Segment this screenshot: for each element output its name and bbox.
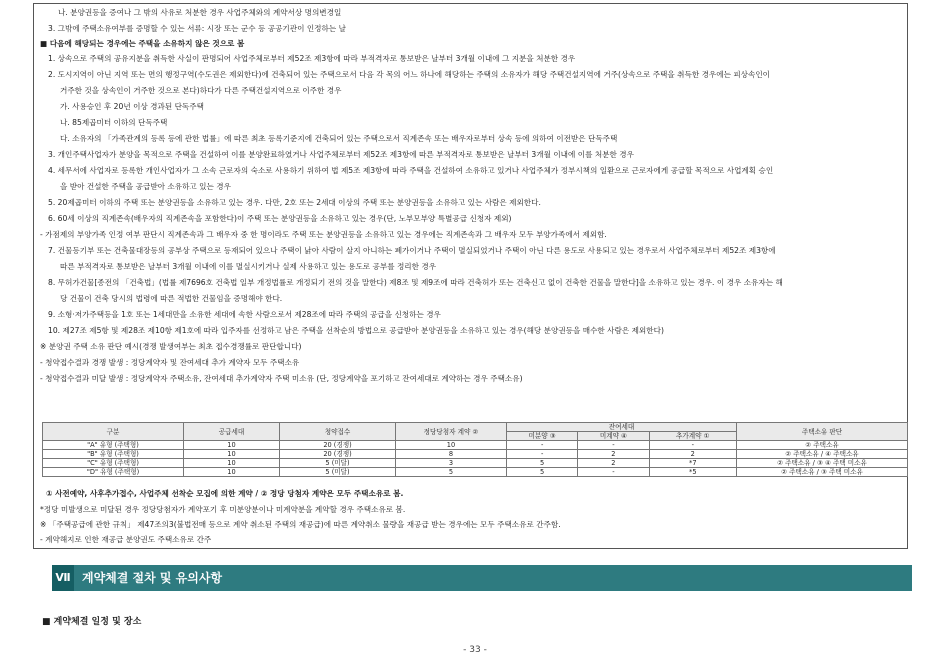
text-line-13: 6. 60세 이상의 직계존속(배우자의 직계존속을 포함한다)이 주택 또는 분양권등을 소유하고 있는 경우(단, 노부모부양 특별공급 신청자 제외) bbox=[48, 214, 512, 223]
th-uncontracted: 미계약 ④ bbox=[578, 432, 649, 441]
text-line-9: 3. 개인주택사업자가 분양을 목적으로 주택을 건설하여 이를 분양완료하였거나 사업주체로부터 제52조 제3항에 따른 부적격자로 통보받은 날부터 3개월 이내에 이를 처분한 경우 bbox=[48, 150, 634, 159]
table-cell: ② 주택소유 bbox=[737, 441, 908, 450]
text-line-22: - 청약접수결과 경쟁 발생 : 정당계약자 및 잔여세대 추가 계약자 모두 주택소유 bbox=[40, 358, 300, 367]
note-line-0: ① 사전예약, 사후추가접수, 사업주체 선착순 모집에 의한 계약 / ② 정당 당첨자 계약은 모두 주택소유로 봄. bbox=[46, 489, 404, 498]
text-line-15: 7. 건물등기부 또는 건축물대장등의 공부상 주택으로 등재되어 있으나 주택이 낡아 사람이 살지 아니하는 폐가이거나 주택이 멸실되었거나 주택이 아닌 다른 용도로 사용되고 있는 경우로서 사업주체로부터 제52조 제3항에 bbox=[48, 246, 776, 255]
text-line-17: 8. 무허가건물[종전의 「건축법」(법률 제7696호 건축법 일부 개정법률로 개정되기 전의 것을 말한다) 제8조 및 제9조에 따라 건축허가 또는 건축신고 없이 건축한 건물을 말한다]을 소유하고 있는 경우. 이 경우 소유자는 해 bbox=[48, 278, 783, 287]
table-cell: 10 bbox=[184, 468, 280, 477]
table-cell: - bbox=[507, 441, 578, 450]
table-cell: - bbox=[507, 450, 578, 459]
table-cell: - bbox=[649, 441, 736, 450]
table-cell: 5 (미달) bbox=[280, 468, 396, 477]
table-cell: "A" 유형 (주택형) bbox=[43, 441, 184, 450]
table-cell: 10 bbox=[396, 441, 507, 450]
text-line-4: 2. 도시지역이 아닌 지역 또는 면의 행정구역(수도권은 제외한다)에 건축되어 있는 주택으로서 다음 각 목의 어느 하나에 해당하는 주택의 소유자가 해당 주택건설지역에 거주(상속으로 주택을 취득한 경우에는 피상속인이 bbox=[48, 70, 770, 79]
table-cell: "D" 유형 (주택형) bbox=[43, 468, 184, 477]
section-number: Ⅶ bbox=[52, 565, 74, 591]
subheading: ■ 계약체결 일정 및 장소 bbox=[42, 617, 142, 627]
th-unsold: 미분양 ③ bbox=[507, 432, 578, 441]
table-row bbox=[43, 459, 908, 468]
text-line-21: ※ 분양권 주택 소유 판단 예시(경쟁 발생여부는 최초 접수경쟁률로 판단합니다) bbox=[40, 342, 302, 351]
table-cell: 10 bbox=[184, 441, 280, 450]
text-line-2: ■ 다음에 해당되는 경우에는 주택을 소유하지 않은 것으로 봄 bbox=[40, 39, 245, 48]
table-cell: "B" 유형 (주택형) bbox=[43, 450, 184, 459]
table-cell: 10 bbox=[184, 450, 280, 459]
th-additional: 추가계약 ① bbox=[649, 432, 736, 441]
table-cell: 2 bbox=[649, 450, 736, 459]
table-cell: 5 bbox=[507, 468, 578, 477]
th-remaining: 잔여세대 bbox=[507, 423, 737, 432]
text-line-20: 10. 제27조 제5항 및 제28조 제10항 제1호에 따라 입주자를 선정하고 남은 주택을 선착순의 방법으로 공급받아 분양권등을 소유하고 있는 경우(해당 분양권등을 매수한 사람은 제외한다) bbox=[48, 326, 664, 335]
table-row bbox=[43, 450, 908, 459]
table-cell: ② 주택소유 / ③ 주택 미소유 bbox=[737, 468, 908, 477]
section-title: 계약체결 절차 및 유의사항 bbox=[78, 565, 912, 591]
section-header bbox=[52, 565, 908, 591]
table-cell: 3 bbox=[396, 459, 507, 468]
ownership-example-table bbox=[42, 422, 908, 477]
text-line-5: 거주한 것을 상속인이 거주한 것으로 본다)하다가 다른 주택건설지역으로 이주한 경우 bbox=[60, 86, 342, 95]
th-ownership: 주택소유 판단 bbox=[737, 423, 908, 441]
table-cell: "C" 유형 (주택형) bbox=[43, 459, 184, 468]
table-body bbox=[43, 441, 908, 477]
table-row bbox=[43, 441, 908, 450]
text-line-10: 4. 세무서에 사업자로 등록한 개인사업자가 그 소속 근로자의 숙소로 사용하기 위하여 법 제5조 제3항에 따라 주택을 건설하여 소유하고 있거나 사업주체가 정부시책의 일환으로 근로자에게 공급할 목적으로 사업계획 승인 bbox=[48, 166, 774, 175]
text-line-0: 나. 분양권등을 증여나 그 밖의 사유로 처분한 경우 사업주체와의 계약서상 명의변경일 bbox=[58, 8, 342, 17]
table-cell: 5 bbox=[507, 459, 578, 468]
table-cell: ② 주택소유 / ④ 주택소유 bbox=[737, 450, 908, 459]
text-line-16: 따른 부적격자로 통보받은 날부터 3개월 이내에 이를 멸실시키거나 실제 사용하고 있는 용도로 공부를 정리한 경우 bbox=[60, 262, 437, 271]
table-cell: 8 bbox=[396, 450, 507, 459]
text-line-23: - 청약접수결과 미달 발생 : 정당계약자 주택소유, 잔여세대 추가계약자 주택 미소유 (단, 정당계약을 포기하고 잔여세대로 계약하는 경우 주택소유) bbox=[40, 374, 523, 383]
th-supply: 공급세대 bbox=[184, 423, 280, 441]
note-line-2: ※ 「주택공급에 관한 규칙」 제47조의3(불법전매 등으로 계약 취소된 주택의 재공급)에 따른 계약취소 물량을 재공급 받는 경우에는 모두 주택소유로 간주함. bbox=[40, 520, 561, 529]
th-category: 구분 bbox=[43, 423, 184, 441]
table-cell: 10 bbox=[184, 459, 280, 468]
text-line-8: 다. 소유자의 「가족관계의 등록 등에 관한 법률」에 따른 최초 등록기준지에 건축되어 있는 주택으로서 직계존속 또는 배우자로부터 상속 등에 의하여 이전받은 단독주택 bbox=[60, 134, 618, 143]
table-cell: 2 bbox=[578, 450, 649, 459]
table-cell: - bbox=[578, 468, 649, 477]
th-applications: 청약접수 bbox=[280, 423, 396, 441]
text-line-11: 을 받아 건설한 주택을 공급받아 소유하고 있는 경우 bbox=[60, 182, 231, 191]
table-cell: 2 bbox=[578, 459, 649, 468]
page-number: - 33 - bbox=[463, 645, 487, 655]
table-cell: 5 bbox=[396, 468, 507, 477]
text-line-3: 1. 상속으로 주택의 공유지분을 취득한 사실이 판명되어 사업주체로부터 제52조 제3항에 따라 부적격자로 통보받은 날부터 3개월 이내에 그 지분을 처분한 경우 bbox=[48, 54, 576, 63]
table-cell: 20 (경쟁) bbox=[280, 450, 396, 459]
table-cell: 20 (경쟁) bbox=[280, 441, 396, 450]
text-line-7: 나. 85제곱미터 이하의 단독주택 bbox=[60, 118, 168, 127]
text-line-14: - 가점제의 부양가족 인정 여부 판단시 직계존속과 그 배우자 중 한 명이라도 주택 또는 분양권등을 소유하고 있는 경우에는 직계존속과 그 배우자 모두 부양가족에서 제외함. bbox=[40, 230, 607, 239]
table-cell: *5 bbox=[649, 468, 736, 477]
table-cell: *7 bbox=[649, 459, 736, 468]
text-line-18: 당 건물이 건축 당시의 법령에 따른 적법한 건물임을 증명해야 한다. bbox=[60, 294, 283, 303]
th-winner-contract: 정당당첨자 계약 ② bbox=[396, 423, 507, 441]
text-line-19: 9. 소형·저가주택등을 1호 또는 1세대만을 소유한 세대에 속한 사람으로서 제28조에 따라 주택의 공급을 신청하는 경우 bbox=[48, 310, 441, 319]
note-line-1: *정당 미발생으로 미달된 경우 정당당첨자가 계약포기 후 미분양분이나 미계약분을 계약할 경우 주택소유로 봄. bbox=[40, 505, 406, 514]
note-line-3: - 계약해지로 인한 재공급 분양권도 주택소유로 간주 bbox=[40, 535, 212, 544]
text-line-6: 가. 사용승인 후 20년 이상 경과된 단독주택 bbox=[60, 102, 204, 111]
table-cell: 5 (미달) bbox=[280, 459, 396, 468]
table-row bbox=[43, 468, 908, 477]
table-cell: - bbox=[578, 441, 649, 450]
text-line-12: 5. 20제곱미터 이하의 주택 또는 분양권등을 소유하고 있는 경우. 다만, 2호 또는 2세대 이상의 주택 또는 분양권등을 소유하고 있는 사람은 제외한다. bbox=[48, 198, 541, 207]
table-cell: ② 주택소유 / ③ ④ 주택 미소유 bbox=[737, 459, 908, 468]
text-line-1: 3. 그밖에 주택소유여부를 증명할 수 있는 서류: 시장 또는 군수 등 공공기관이 인정하는 날 bbox=[48, 24, 346, 33]
